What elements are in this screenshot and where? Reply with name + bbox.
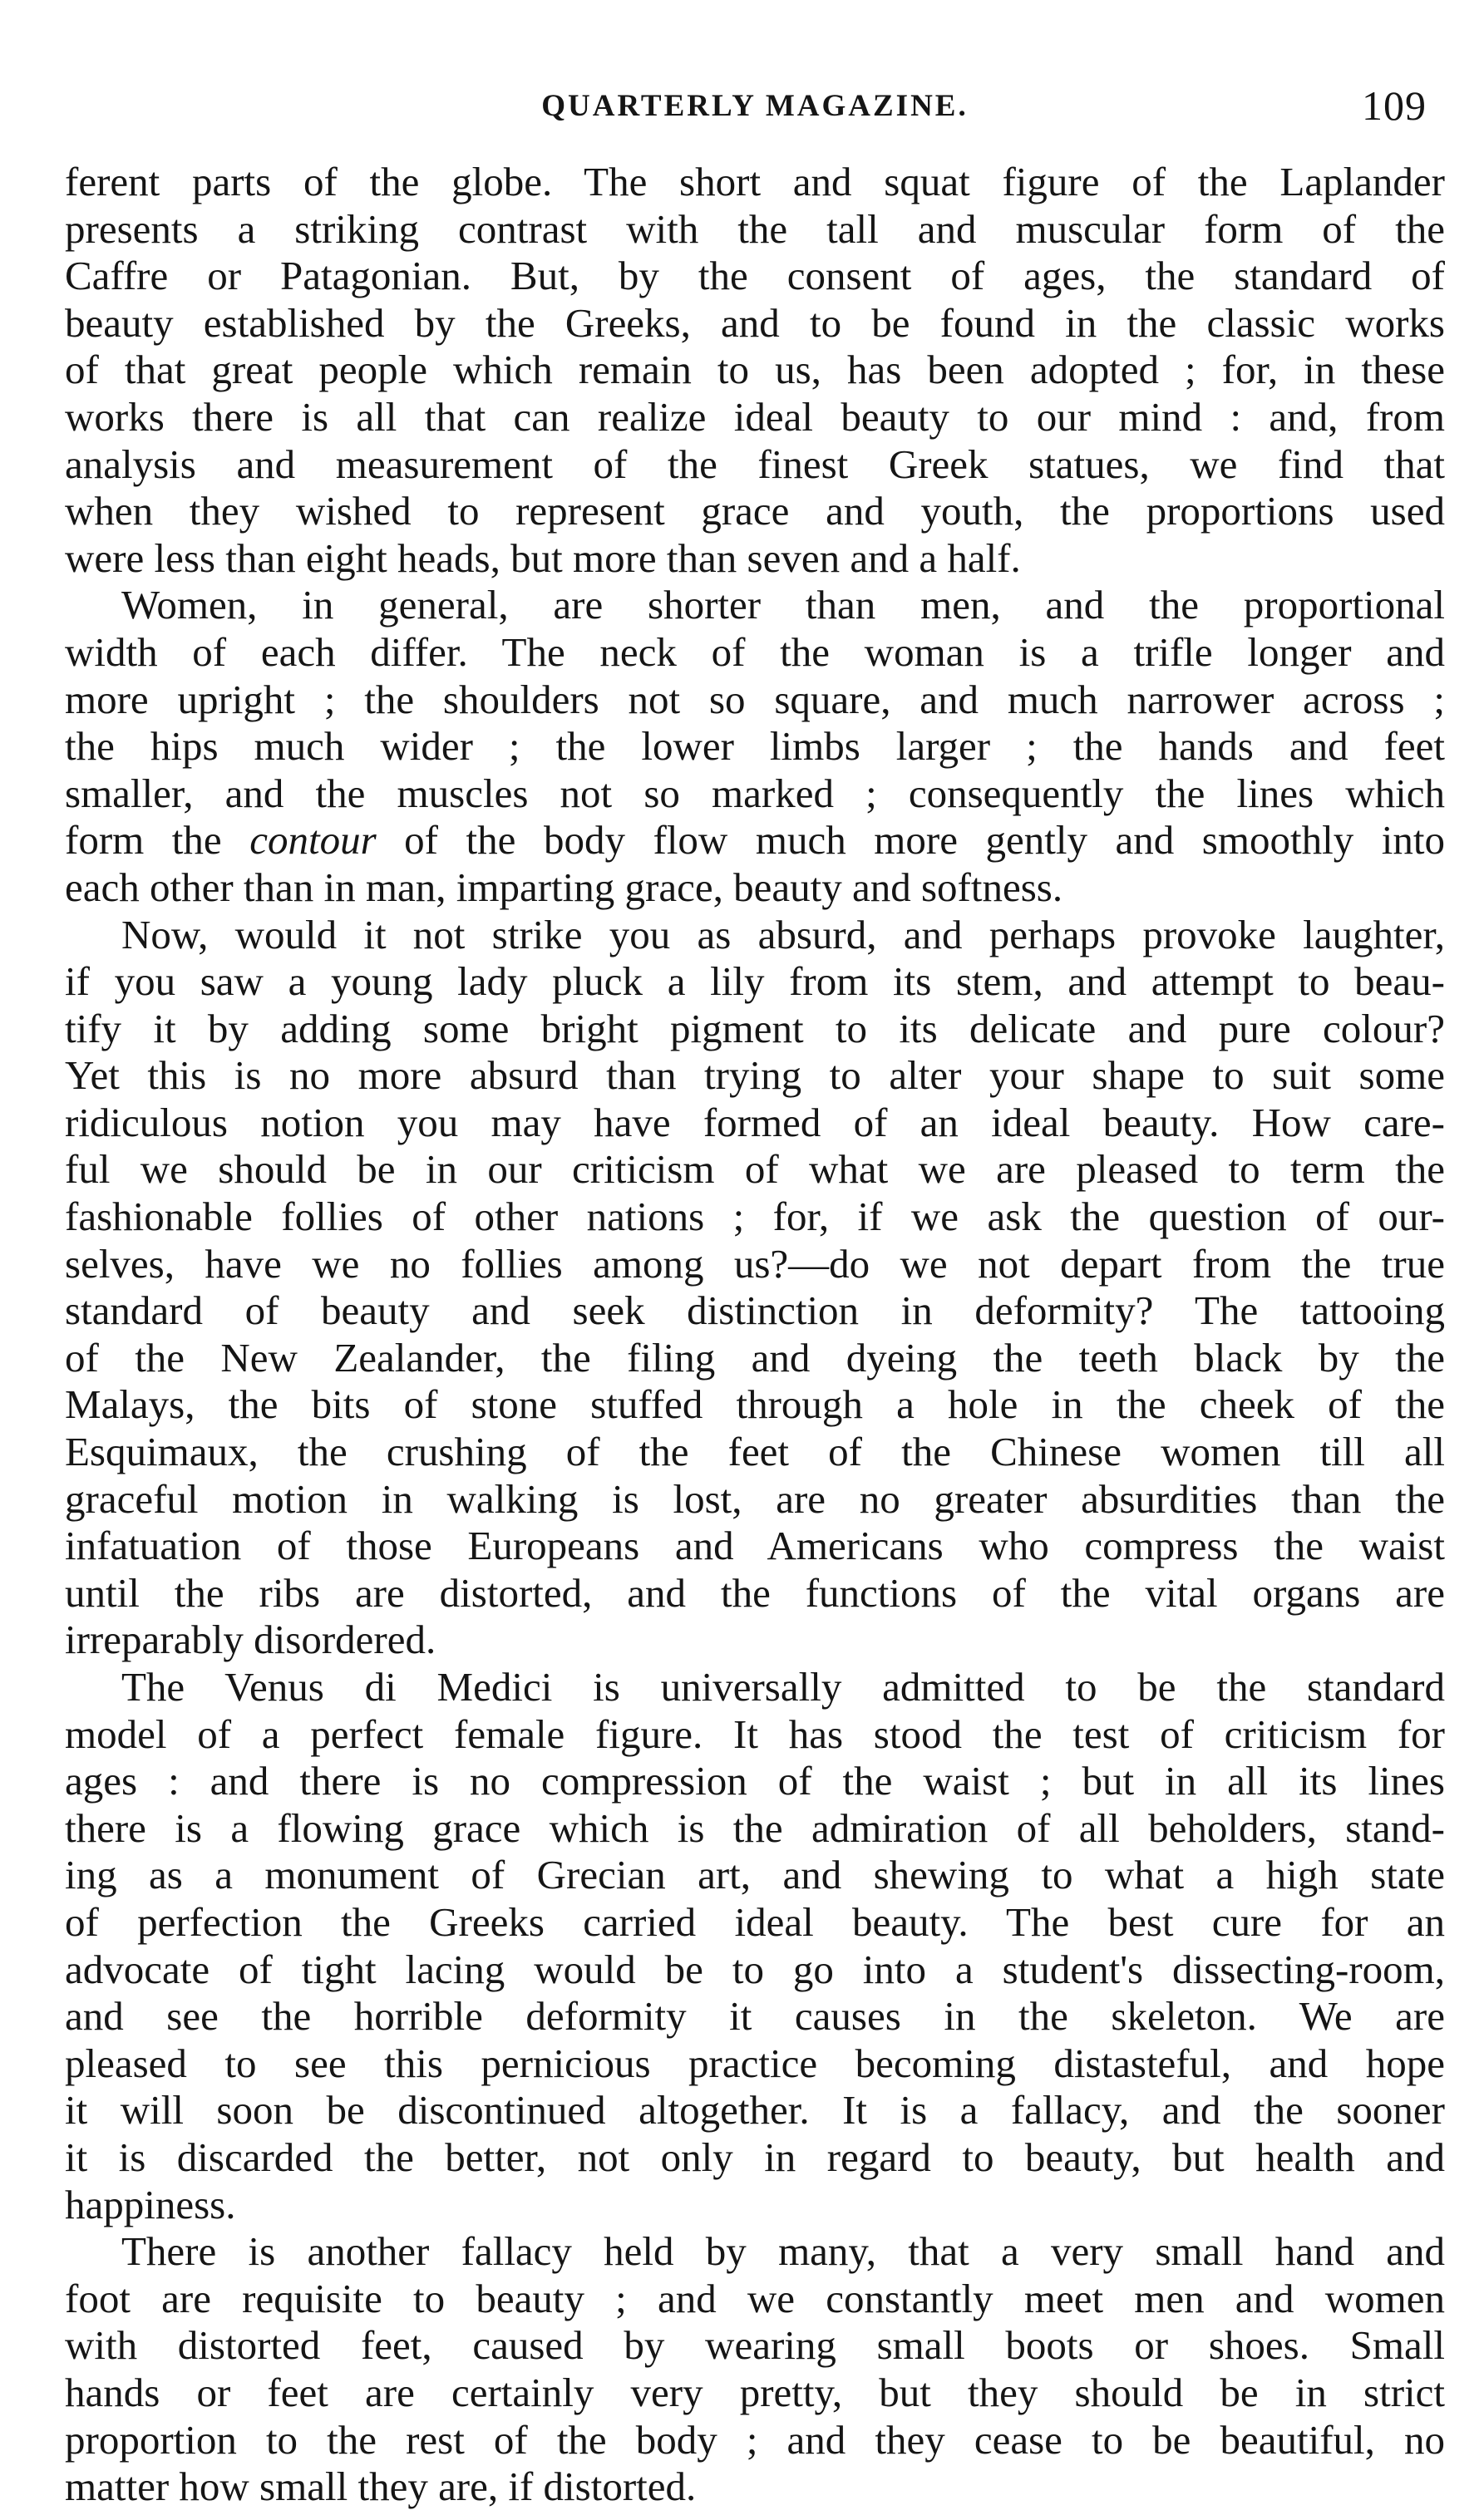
page-number: 109 xyxy=(1362,82,1427,129)
text-line: fashionable follies of other nations ; for, if we ask the question of our- xyxy=(65,1194,1445,1240)
text-line: of perfection the Greeks carried ideal beauty. The best cure for an xyxy=(65,1898,1445,1945)
text-line: proportion to the rest of the body ; and they cease to be beautiful, no xyxy=(65,2416,1445,2463)
text-line: beauty established by the Greeks, and to be found in the classic works xyxy=(65,299,1445,346)
text-segment: form the xyxy=(65,817,250,864)
text-line: foot are requisite to beauty ; and we constantly meet men and women xyxy=(65,2275,1445,2321)
text-line: ridiculous notion you may have formed of an ideal beauty. How care- xyxy=(65,1099,1445,1145)
paragraph-5 xyxy=(65,2228,1445,2511)
text-line: Women, in general, are shorter than men, and the proportional xyxy=(121,582,1445,628)
text-line: model of a perfect female figure. It has stood the test of criticism for xyxy=(65,1710,1445,1757)
text-line: ferent parts of the globe. The short and squat figure of the Laplander xyxy=(65,159,1445,204)
text-line: each other than in man, imparting grace, beauty and softness. xyxy=(65,864,1063,910)
running-head xyxy=(65,82,1445,138)
text-line: if you saw a young lady pluck a lily from its stem, and attempt to beau- xyxy=(65,958,1445,1005)
paragraph-2 xyxy=(65,582,1445,911)
text-line: Caffre or Patagonian. But, by the consent of ages, the standard of xyxy=(65,253,1445,299)
text-line: Yet this is no more absurd than trying to alter your shape to suit some xyxy=(65,1052,1445,1099)
text-line: Now, would it not strike you as absurd, and perhaps provoke laughter, xyxy=(121,911,1445,957)
text-line: more upright ; the shoulders not so square, and much narrower across ; xyxy=(65,676,1445,722)
text-line: pleased to see this pernicious practice becoming distasteful, and hope xyxy=(65,2040,1445,2086)
text-line: analysis and measurement of the finest Greek statues, we find that xyxy=(65,441,1445,487)
text-line: Malays, the bits of stone stuffed through a hole in the cheek of the xyxy=(65,1381,1445,1428)
text-line: irreparably disordered. xyxy=(65,1617,436,1663)
text-line: graceful motion in walking is lost, are no greater absurdities than the xyxy=(65,1475,1445,1522)
text-line: were less than eight heads, but more than seven and a half. xyxy=(65,534,1021,581)
italic-word-contour: contour xyxy=(249,817,377,864)
text-line: ing as a monument of Grecian art, and shewing to what a high state xyxy=(65,1852,1445,1898)
text-line: until the ribs are distorted, and the functions of the vital organs are xyxy=(65,1569,1445,1616)
text-line: Esquimaux, the crushing of the feet of the Chinese women till all xyxy=(65,1429,1445,1475)
text-line: standard of beauty and seek distinction in deformity? The tattooing xyxy=(65,1287,1445,1334)
text-line: of the New Zealander, the filing and dyeing the teeth black by the xyxy=(65,1334,1445,1381)
text-line: ful we should be in our criticism of what we are pleased to term the xyxy=(65,1146,1445,1193)
text-line: it will soon be discontinued altogether. It is a fallacy, and the sooner xyxy=(65,2087,1445,2134)
text-line: hands or feet are certainly very pretty, but they should be in strict xyxy=(65,2369,1445,2415)
text-line: it is discarded the better, not only in regard to beauty, but health and xyxy=(65,2134,1445,2180)
text-line: and see the horrible deformity it causes in the skeleton. We are xyxy=(65,1993,1445,2040)
text-line: with distorted feet, caused by wearing small boots or shoes. Small xyxy=(65,2322,1445,2369)
text-line-contour xyxy=(65,817,1445,864)
text-line: matter how small they are, if distorted. xyxy=(65,2463,697,2510)
text-line: The Venus di Medici is universally admitted to be the standard xyxy=(121,1664,1445,1710)
text-line: width of each differ. The neck of the woman is a trifle longer and xyxy=(65,628,1445,675)
running-title: QUARTERLY MAGAZINE. xyxy=(541,89,969,123)
body-text xyxy=(65,159,1445,2511)
text-line: There is another fallacy held by many, that a very small hand and xyxy=(121,2228,1445,2275)
paragraph-4 xyxy=(65,1664,1445,2228)
text-line: tify it by adding some bright pigment to its delicate and pure colour? xyxy=(65,1005,1445,1051)
text-line: ages : and there is no compression of the waist ; but in all its lines xyxy=(65,1758,1445,1804)
text-line: of that great people which remain to us, has been adopted ; for, in these xyxy=(65,347,1445,393)
paragraph-1 xyxy=(65,159,1445,582)
text-line: when they wished to represent grace and youth, the proportions used xyxy=(65,488,1445,534)
text-line: the hips much wider ; the lower limbs larger ; the hands and feet xyxy=(65,723,1445,770)
text-segment: of the body flow much more gently and smoothly into xyxy=(376,817,1445,864)
text-line: there is a flowing grace which is the admiration of all beholders, stand- xyxy=(65,1804,1445,1851)
text-line: selves, have we no follies among us?—do we not depart from the true xyxy=(65,1240,1445,1287)
text-line: presents a striking contrast with the tall and muscular form of the xyxy=(65,205,1445,252)
text-line: infatuation of those Europeans and Americans who compress the waist xyxy=(65,1523,1445,1569)
text-line: happiness. xyxy=(65,2181,236,2227)
paragraph-3 xyxy=(65,912,1445,1665)
text-line: smaller, and the muscles not so marked ; consequently the lines which xyxy=(65,770,1445,816)
text-line: works there is all that can realize ideal beauty to our mind : and, from xyxy=(65,393,1445,440)
text-line: advocate of tight lacing would be to go into a student's dissecting-room, xyxy=(65,1946,1445,1992)
